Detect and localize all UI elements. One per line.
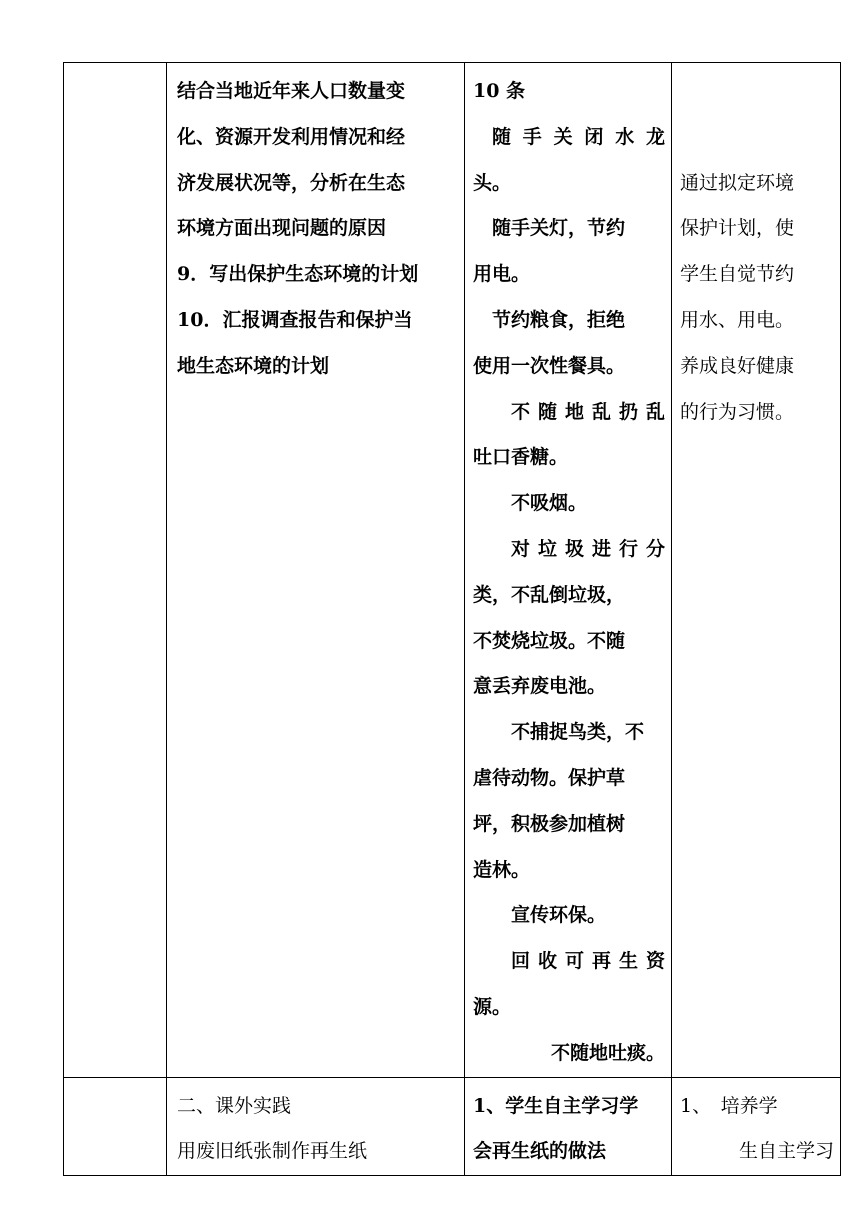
text-line: 济发展状况等，分析在生态 <box>177 171 406 194</box>
text-line: 使用一次性餐具。 <box>473 354 626 377</box>
student-activity-cell <box>465 1077 672 1176</box>
purpose-cell <box>672 63 841 1078</box>
purpose-cell <box>672 1077 841 1176</box>
text-line: 不捕捉鸟类，不 <box>511 721 645 744</box>
text-line: 随手关灯，节约 <box>492 217 626 240</box>
activity-cell <box>167 1077 465 1176</box>
text-line: 类，不乱倒垃圾， <box>473 583 626 606</box>
text-line: 9．写出保护生态环境的计划 <box>177 263 419 286</box>
table-row <box>64 63 841 1078</box>
text-line: 造林。 <box>473 858 531 881</box>
text-line: 用电。 <box>473 263 531 286</box>
text-line: 不随地乱扔乱 <box>511 400 665 423</box>
text-line: 学生自觉节约 <box>680 263 795 286</box>
table-row <box>64 1077 841 1176</box>
lesson-plan-table <box>63 62 841 1176</box>
text-line: 结合当地近年来人口数量变 <box>177 80 406 102</box>
text-line: 意丢弃废电池。 <box>473 675 607 698</box>
text-line: 宣传环保。 <box>511 904 607 927</box>
text-line: 节约粮食，拒绝 <box>492 308 626 331</box>
text-line: 虐待动物。保护草 <box>473 766 626 789</box>
text-line: 保护计划，使 <box>680 217 795 240</box>
text-line: 养成良好健康 <box>680 354 795 377</box>
text-line: 通过拟定环境 <box>680 171 795 194</box>
text-line: 10．汇报调查报告和保护当 <box>177 308 413 331</box>
text-line: 会再生纸的做法 <box>473 1140 607 1163</box>
text-line: 10 条 <box>473 80 526 102</box>
text-line: 二、课外实践 <box>177 1094 292 1117</box>
text-line: 随手关闭水龙 <box>492 125 665 148</box>
text-line: 用废旧纸张制作再生纸 <box>177 1140 368 1163</box>
text-line: 用水、用电。 <box>680 308 795 331</box>
text-line: 吐口香糖。 <box>473 446 569 469</box>
empty-cell <box>64 1077 167 1176</box>
text-line: 生自主学习 <box>738 1140 834 1163</box>
student-activity-cell <box>465 63 672 1078</box>
text-line: 化、资源开发利用情况和经 <box>177 125 406 148</box>
text-line: 坪，积极参加植树 <box>473 812 626 835</box>
text-line <box>680 115 834 161</box>
text-line: 环境方面出现问题的原因 <box>177 217 387 240</box>
text-line: 头。 <box>473 171 512 194</box>
activity-cell <box>167 63 465 1078</box>
text-line <box>680 69 834 115</box>
text-line: 1、学生自主学习学 <box>473 1094 639 1117</box>
text-line: 源。 <box>473 995 512 1018</box>
text-line: 的行为习惯。 <box>680 400 795 423</box>
text-line: 1、 培养学 <box>680 1094 778 1117</box>
text-line: 不焚烧垃圾。不随 <box>473 629 626 652</box>
text-line: 对垃圾进行分 <box>511 537 665 560</box>
text-line: 不随地吐痰。 <box>550 1041 665 1064</box>
text-line: 回收可再生资 <box>511 950 665 973</box>
empty-cell <box>64 63 167 1078</box>
text-line: 不吸烟。 <box>511 492 588 515</box>
text-line: 地生态环境的计划 <box>177 354 330 377</box>
